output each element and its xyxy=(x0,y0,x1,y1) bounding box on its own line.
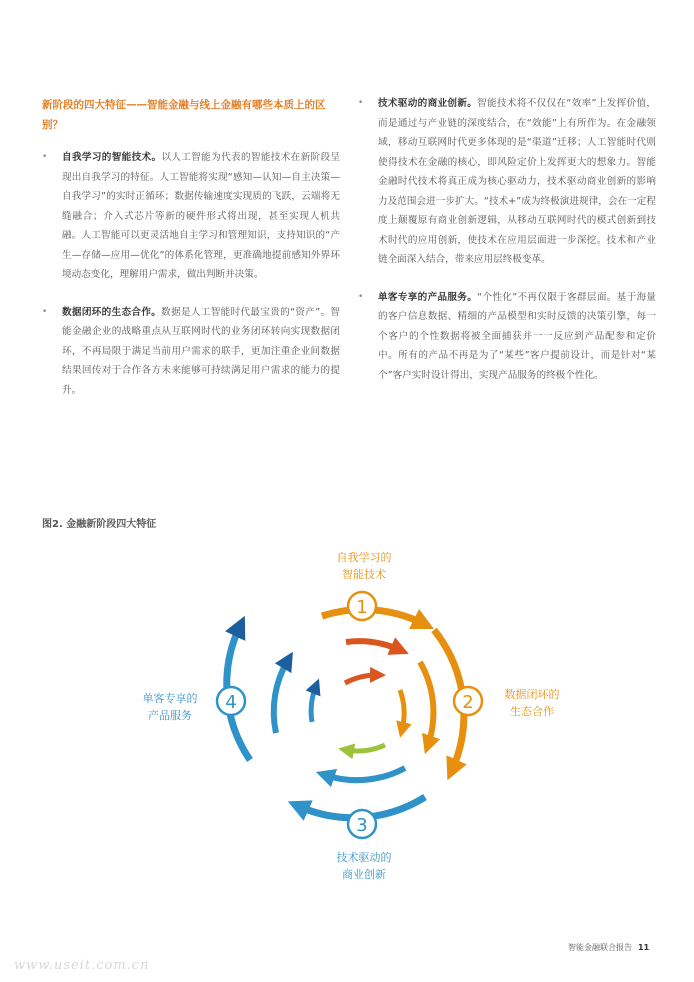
svg-text:3: 3 xyxy=(356,815,368,836)
stage-marker-3 xyxy=(348,810,376,838)
watermark: www.useit.com.cn xyxy=(14,958,150,973)
bullet-icon: • xyxy=(358,98,364,108)
stage-label-line: 单客专享的 xyxy=(142,692,198,705)
svg-text:2: 2 xyxy=(462,692,474,713)
stage-label-line: 生态合作 xyxy=(510,705,554,718)
section-heading: 新阶段的四大特征——智能金融与线上金融有哪些本质上的区别？ xyxy=(42,99,326,131)
arc-inner-top xyxy=(345,675,378,683)
stage-marker-1 xyxy=(348,592,376,620)
stage-label-line: 商业创新 xyxy=(342,868,386,881)
stage-label-line: 智能技术 xyxy=(342,568,386,581)
stage-label-line: 自我学习的 xyxy=(336,551,392,564)
feature-body: 智能技术将不仅仅在“效率”上发挥价值，而是通过与产业链的深度结合，在“效能”上有所作为。在金融领域，移动互联网时代更多体现的是“渠道”迁移；人工智能时代则使得技术在金融的核心，即风险定价上发挥更大的想象力。智能金融时代技术将真正成为核心驱动力，技术驱动商业创新的影响力及范围会进一步扩大。“技术+”成为终极演进规律，会在一定程度上颠覆原有商业创新逻辑，从移动互联网时代的模式创新到技术时代的应用创新，使技术在应用层面进一步深挖。技术和产业链全面深入结合，带来应用层终极变革。 xyxy=(378,98,657,265)
feature-body: 数据是人工智能时代最宝贵的“资产”。智能金融企业的战略重点从互联网时代的业务闭环转向实现数据闭环，不再局限于满足当前用户需求的联手，更加注重企业间数据结果回传对于合作各方未来能够可持续满足用户需求的能力的提升。 xyxy=(62,306,341,396)
feature-title: 自我学习的智能技术。 xyxy=(62,152,162,163)
stage-marker-4 xyxy=(217,687,245,715)
stage-label-2 xyxy=(492,686,572,720)
arc-mid-top xyxy=(346,641,400,650)
stage-label-line: 产品服务 xyxy=(148,709,192,722)
bullet-icon: • xyxy=(42,152,48,162)
feature-title: 技术驱动的商业创新。 xyxy=(378,98,478,109)
arc-inner-left xyxy=(311,686,316,722)
feature-title: 数据闭环的生态合作。 xyxy=(62,306,162,318)
left-column xyxy=(42,148,340,418)
page-footer xyxy=(568,942,649,953)
stage-label-1 xyxy=(322,549,406,583)
feature-item-personalized-service xyxy=(358,288,656,386)
arc-inner-right xyxy=(400,690,404,730)
arc-mid-left xyxy=(274,660,288,733)
stage-marker-2 xyxy=(454,687,482,715)
stage-label-3 xyxy=(322,849,406,883)
report-title: 智能金融联合报告 xyxy=(568,943,632,952)
right-column xyxy=(358,94,656,403)
arc-mid-right xyxy=(420,662,433,745)
feature-item-data-loop xyxy=(42,303,340,401)
feature-item-tech-innovation xyxy=(358,94,656,270)
arc-mid-bottom xyxy=(325,768,405,780)
stage-label-4 xyxy=(134,690,206,724)
stage-label-line: 数据闭环的 xyxy=(504,688,560,701)
feature-item-self-learning xyxy=(42,148,340,285)
figure-title: 图2. 金融新阶段四大特征 xyxy=(42,519,157,530)
svg-text:4: 4 xyxy=(225,692,237,713)
page-number: 11 xyxy=(638,943,650,952)
feature-body: “个性化”不再仅限于客群层面。基于海量的客户信息数据、精细的产品模型和实时反馈的决策引擎，每一个客户的个性数据将被全面捕获并一一反应到产品配参和定价中。所有的产品不再是为了“某些”客户提前设计，而是针对“某个”客户实时设计得出，实现产品服务的终极个性化。 xyxy=(378,291,657,381)
arc-inner-bottom xyxy=(346,745,385,751)
feature-title: 单客专享的产品服务。 xyxy=(378,291,478,303)
bullet-icon: • xyxy=(42,306,48,317)
svg-text:1: 1 xyxy=(356,597,368,618)
bullet-icon: • xyxy=(358,291,364,302)
stage-label-line: 技术驱动的 xyxy=(336,851,392,864)
feature-body: 以人工智能为代表的智能技术在新阶段呈现出自我学习的特征。人工智能将实现“感知—认知—自主决策—自我学习”的实时正循环；数据传输速度实现质的飞跃，云端将无缝融合；介入式芯片等新的硬件形式将出现，甚至实现人机共融。人工智能可以更灵活地自主学习和管理知识，支持知识的“产生—存储—应用—优化”的体系化管理，更准确地提前感知外界环境动态变化，理解用户需求，做出判断并决策。 xyxy=(62,152,341,280)
